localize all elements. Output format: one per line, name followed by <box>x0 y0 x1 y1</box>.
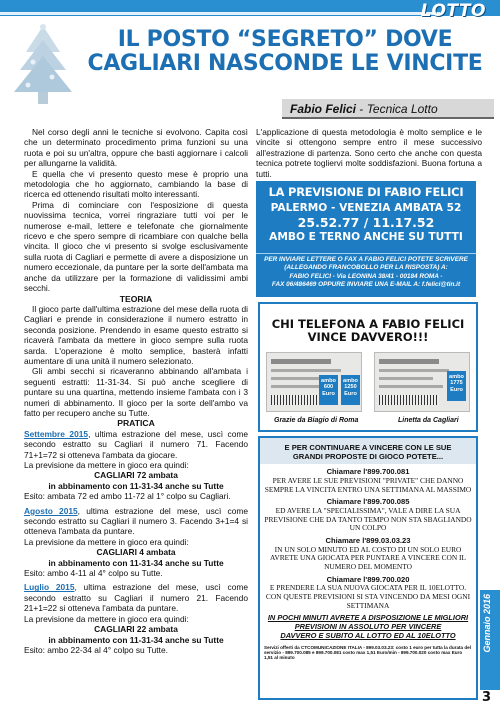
winners-title-line1: CHI TELEFONA A FABIO FELICI <box>271 317 465 331</box>
call-description-3: IN UN SOLO MINUTO ED AL COSTO DI UN SOLO EURO AVRETE UNA GIOCATA PER PUNTARE A VINCERE CON IL NUMERO DEL MOMENTO <box>269 544 467 571</box>
call-number-4: Chiamare l'899.700.020 <box>326 574 410 584</box>
example-1-month: Settembre 2015 <box>24 428 89 439</box>
offer-box <box>258 436 478 700</box>
example-1-text: , ultima estrazione del mese, uscì come secondo estratto su Cagliari il numero 71. Facendo 71+1=72 si otteneva l'ambata da giocare. <box>24 428 248 460</box>
contact-line-4: FAX 06/486469 OPPURE INVIARE UNA E-MAIL A: f.felici@tin.it <box>271 281 461 289</box>
intro-paragraph-2: E quella che vi presento questo mese è proprio una metodologia che ho aggiornato, cambiando la base di ricerca ed ottenendo risultati molto interessanti. <box>24 168 248 200</box>
example-1-play: La previsione da mettere in gioco era quindi: <box>24 460 189 470</box>
headline-line2: CAGLIARI NASCONDE LE VINCITE <box>87 51 483 76</box>
example-3-text: , ultima estrazione del mese, uscì come secondo estratto su Cagliari il numero 21. Facendo 21+1=22 si otteneva l'ambata da puntare. <box>24 582 248 614</box>
right-column-text: L'applicazione di questa metodologia è molto semplice e le vincite si ottengono sempre entro il mese successivo all'estrazione di partenza. Sono certo che anche con questa tecnica potrete togliervi molte soddisfazioni. Buona fortuna a tutti. <box>256 127 482 179</box>
example-3-prediction-1: CAGLIARI 22 ambata <box>94 624 178 635</box>
contact-line-2: (ALLEGANDO FRANCOBOLLO PER LA RISPOSTA) A: <box>284 264 448 272</box>
prediction-wheels: PALERMO - VENEZIA AMBATA 52 <box>270 202 462 214</box>
contact-info <box>256 253 476 297</box>
winning-ticket-2 <box>374 352 470 412</box>
call-description-4: E PRENDERE LA SUA NUOVA GIOCATA PER IL 10ELOTTO. CON QUESTE PREVISIONI SI STA VINCENDO DA MESI OGNI SETTIMANA <box>265 583 471 610</box>
offer-cta-line3: DAVVERO E SUBITO AL LOTTO ED AL 10ELOTTO <box>280 630 456 640</box>
example-3 <box>24 582 248 613</box>
prediction-title: LA PREVISIONE DI FABIO FELICI <box>268 185 464 199</box>
call-description-2: ED AVERE LA "SPECIALISSIMA", VALE A DIRE LA SUA PREVISIONE CHE DA TANTO TEMPO NON STA SBAGLIANDO UN COLPO <box>264 506 472 533</box>
subheading-pratica: PRATICA <box>117 418 155 429</box>
example-2-text: , ultima estrazione del mese, uscì come secondo estratto su Cagliari il numero 3. Facendo 3+1=4 si otteneva l'ambata da puntare. <box>24 505 248 537</box>
headline-line1: IL POSTO “SEGRETO” DOVE <box>117 27 453 52</box>
example-2-month: Agosto 2015 <box>24 505 78 516</box>
example-3-result: Esito: ambo 22-34 al 4° colpo su Tutte. <box>24 644 168 655</box>
example-1-prediction-1: CAGLIARI 72 ambata <box>94 470 178 481</box>
offer-cta-line2: PREVISIONI IN ASSOLUTO PER VINCERE <box>294 621 442 631</box>
winners-title-line2: VINCE DAVVERO!!! <box>307 330 429 344</box>
offer-cta <box>260 614 476 640</box>
example-1 <box>24 429 248 460</box>
left-column <box>24 127 248 655</box>
offer-header-line2: GRANDI PROPOSTE DI GIOCO POTETE... <box>292 452 444 462</box>
prediction-box <box>256 181 476 297</box>
call-number-1: Chiamare l'899.700.081 <box>326 467 410 477</box>
contact-line-3: FABIO FELICI - Via LEONINA 38/41 - 00184 ROMA - <box>289 272 443 280</box>
winning-ticket-1 <box>266 352 362 412</box>
call-description-1: PER AVERE LE SUE PREVISIONI "PRIVATE" CHE DANNO SEMPRE LA VINCITA ENTRO UNA SETTIMANA AL MASSIMO <box>264 476 472 494</box>
top-stripe <box>0 12 440 15</box>
headline <box>80 28 490 76</box>
offer-header <box>260 438 476 464</box>
call-number-2: Chiamare l'899.700.085 <box>326 497 410 507</box>
page-number: 3 <box>482 690 492 703</box>
win-stamp-2: ambo 1250 Euro <box>341 375 360 405</box>
contact-line-1: PER INVIARE LETTERE O FAX A FABIO FELICI POTETE SCRIVERE <box>264 256 468 263</box>
teoria-paragraph-1: Il gioco parte dall'ultima estrazione del mese della ruota di Cagliari e prende in considerazione il numero estratto in seconda posizione. Prendendo in esame questo estratto si ricaverà l'ambata da mettere in gioco sempre sulla ruota sarda. L'operazione è molto semplice, basterà infatti aumentare di una unità il numero selezionato. <box>24 303 248 366</box>
byline-role: Tecnica Lotto <box>366 102 438 116</box>
lotto-logo: LOTTO <box>420 1 486 21</box>
win-stamp-1: ambo 600 Euro <box>319 375 338 405</box>
example-2-result: Esito: ambo 4-11 al 4° colpo su Tutte. <box>24 568 163 579</box>
issue-date: Gennaio 2016 <box>482 594 492 653</box>
offer-fine-print: Servizi offerti da CTCOMUNICAZIONE ITALIA - 899.03.03.23: costo 1 euro per tutta la durata del servizio - 899.700.085 e 899.700.081 costo max 1,51 Euro/min - 899.700.020 costo max Euro 1,51 al minuto <box>264 644 472 661</box>
christmas-tree-icon <box>8 22 78 117</box>
subheading-teoria: TEORIA <box>119 293 153 304</box>
winners-photo-box <box>258 302 478 432</box>
intro-paragraph-3: Prima di cominciare con l'esposizione di questa nuovissima tecnica, vorrei ringraziare tutti voi per le numerose e-mail, lettere e telefonate che giornalmente ricevo e che spero sempre di ricambiare con qualche bella vincita. Il gioco che vi presento si svolge esclusivamente sulla ruota di Cagliari e permette di avere a disposizione un numero eccezionale, da puntare per la sorte dell'ambata ma anche da utilizzare per la formazione di validissimi ambi secchi. <box>24 199 248 294</box>
call-number-3: Chiamare l'899.03.03.23 <box>325 535 411 545</box>
example-3-play: La previsione da mettere in gioco era quindi: <box>24 613 189 624</box>
issue-date-tab <box>480 590 500 690</box>
example-2-play: La previsione da mettere in gioco era quindi: <box>24 536 189 547</box>
offer-cta-line1: IN POCHI MINUTI AVRETE A DISPOSIZIONE LE MIGLIORI <box>267 613 469 623</box>
example-3-prediction-2: in abbinamento con 11-31-34 anche su Tutte <box>48 634 224 645</box>
win-stamp-3: ambo 1775 Euro <box>447 371 466 401</box>
byline-separator: - <box>356 102 367 116</box>
winners-title <box>260 318 476 344</box>
example-1-prediction-2: in abbinamento con 11-31-34 anche su Tutte <box>48 480 224 491</box>
byline-author: Fabio Felici <box>290 102 357 116</box>
example-2-prediction-1: CAGLIARI 4 ambata <box>96 547 176 558</box>
caption-left: Grazie da Biagio di Roma <box>274 417 359 424</box>
teoria-paragraph-2: Gli ambi secchi si ricaveranno abbinando all'ambata i seguenti estratti: 11-31-34. Si può anche scegliere di puntare su una quartina, mettendo insieme l'ambata con i 3 numeri di abbinamento. Il gioco per la sorte dell'ambo va fatto per recupero anche su Tutte. <box>24 366 248 418</box>
offer-header-line1: E PER CONTINUARE A VINCERE CON LE SUE <box>284 443 452 452</box>
intro-paragraph-1: Nel corso degli anni le tecniche si evolvono. Capita così che un determinato procedimento prima funzioni su una ruota e poi su un'altra, oppure che basti aggiornare i calcoli per allungarne la validità. <box>24 127 248 169</box>
prediction-numbers: 25.52.77 / 11.17.52 <box>297 215 435 230</box>
example-2-prediction-2: in abbinamento con 11-31-34 anche su Tutte <box>48 557 224 568</box>
example-1-result: Esito: ambata 72 ed ambo 11-72 al 1° colpo su Cagliari. <box>24 491 231 502</box>
example-2 <box>24 506 248 537</box>
example-3-month: Luglio 2015 <box>24 582 75 593</box>
prediction-bets: AMBO E TERNO ANCHE SU TUTTI <box>269 231 463 243</box>
caption-right: Linetta da Cagliari <box>398 417 459 424</box>
byline <box>282 99 494 119</box>
